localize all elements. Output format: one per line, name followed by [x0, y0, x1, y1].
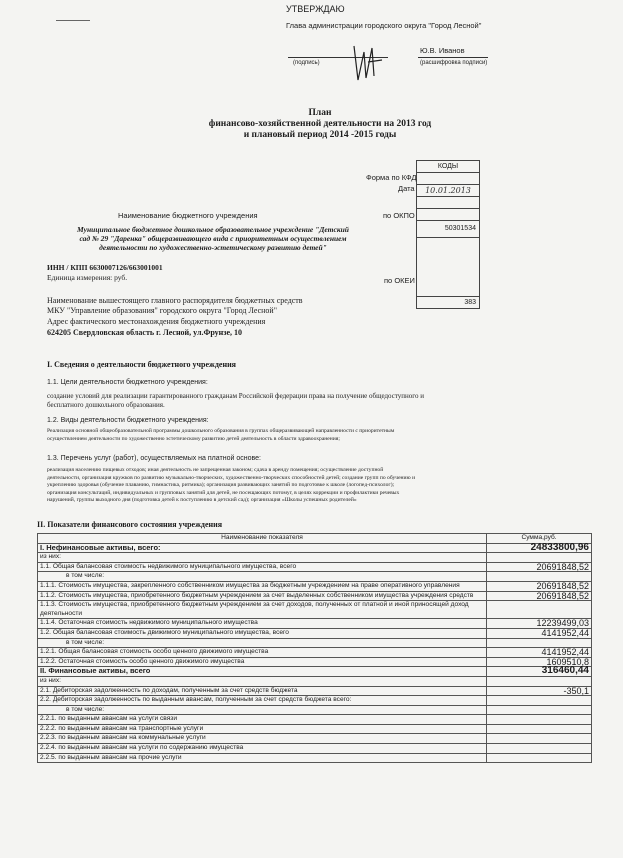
- codes-blank-2: [417, 209, 479, 221]
- table-row: [38, 591, 592, 601]
- col-sum-header: Сумма,руб.: [487, 534, 592, 544]
- table-row: [38, 696, 592, 706]
- approval-position: Глава администрации городского округа "Город Лесной": [286, 21, 482, 30]
- row-value: [487, 753, 592, 763]
- row-value: 4141952,44: [487, 628, 592, 638]
- row-value: [487, 676, 592, 686]
- date-label: Дата: [398, 184, 415, 193]
- table-row: [38, 553, 592, 563]
- codes-header: КОДЫ: [417, 161, 479, 173]
- row-value: [487, 601, 592, 619]
- institution-name-line-2: сад № 29 "Даренка" общеразвивающего вида с приоритетным осуществлением: [79, 234, 347, 243]
- row-name: I. Нефинансовые активы, всего:: [38, 543, 487, 553]
- row-value: [487, 724, 592, 734]
- table-row: [38, 753, 592, 763]
- row-value: 20691848,52: [487, 581, 592, 591]
- address: 624205 Свердловская область г. Лесной, ул.Фрунзе, 10: [47, 328, 243, 337]
- table-row: [38, 724, 592, 734]
- table-row: [38, 581, 592, 591]
- row-value: -350,1: [487, 686, 592, 696]
- name-caption: (расшифровка подписи): [420, 60, 488, 66]
- row-value: [487, 734, 592, 744]
- row-value: 12239499,03: [487, 619, 592, 629]
- table-row: [38, 715, 592, 725]
- p11-title: 1.1. Цели деятельности бюджетного учреждения:: [47, 379, 208, 386]
- row-name: в том числе:: [38, 572, 487, 582]
- row-name: 1.1.2. Стоимость имущества, приобретенного бюджетным учреждением за счет выделенных собственником имущества учреждения средств: [38, 591, 487, 601]
- row-value: [487, 553, 592, 563]
- okei-label: по ОКЕИ: [384, 276, 415, 285]
- row-value: [487, 705, 592, 715]
- codes-date-cell: 10.01.2013: [417, 185, 479, 197]
- table-row: [38, 686, 592, 696]
- row-name: из них:: [38, 676, 487, 686]
- row-name: 1.1.3. Стоимость имущества, приобретенного бюджетным учреждением за счет доходов, полученных от платной и иной приносящей доход деятельности: [38, 601, 487, 619]
- row-name: 1.1. Общая балансовая стоимость недвижимого муниципального имущества, всего: [38, 562, 487, 572]
- founder-label: Наименование вышестоящего главного распорядителя бюджетных средств: [47, 296, 303, 305]
- table-row: [38, 744, 592, 754]
- row-name: 1.2.2. Остаточная стоимость особо ценного движимого имущества: [38, 657, 487, 667]
- p12-text-line-1: Реализация основной общеобразовательной программы дошкольного образования в группах общеразвивающей направленности с приоритетным: [47, 428, 395, 434]
- p11-text-line-2: бесплатного дошкольного образования.: [47, 401, 165, 409]
- p13-text-line-3: укреплению здоровья (обучение плаванию, гимнастика, ритмика); организация развивающих занятий по подготовке к школе (логопед-психолог);: [47, 482, 395, 489]
- table-row: [38, 638, 592, 648]
- okpo-label: по ОКПО: [383, 211, 415, 220]
- col-name-header: Наименование показателя: [38, 534, 487, 544]
- institution-label: Наименование бюджетного учреждения: [118, 211, 258, 220]
- codes-okei-cell: 383: [464, 299, 476, 306]
- row-name: 2.2. Дебиторская задолженность по выданным авансам, полученным за счет средств бюджета всего:: [38, 696, 487, 706]
- p13-text-line-1: реализация населению пищевых отходов; иная деятельность не запрещенная законом; сдача в аренду помещения; осуществление доступной: [47, 467, 384, 473]
- row-name: 2.1. Дебиторская задолженность по доходам, полученным за счет средств бюджета: [38, 686, 487, 696]
- table-row: [38, 676, 592, 686]
- financial-table-body: [38, 543, 592, 763]
- doc-title: [120, 108, 520, 141]
- row-value: 4141952,44: [487, 648, 592, 658]
- signer-name: Ю.В. Иванов: [420, 46, 465, 55]
- row-value: [487, 715, 592, 725]
- section1-title: I. Сведения о деятельности бюджетного учреждения: [47, 360, 237, 369]
- row-name: в том числе:: [38, 638, 487, 648]
- p13-text-line-4: организация консультаций, индивидуальных и групповых занятий для детей, не посещающих потомуг, в целях коррекции и профилактики речевых: [47, 489, 400, 496]
- financial-table: [37, 533, 592, 763]
- table-row: [38, 572, 592, 582]
- handwritten-signature: [348, 42, 388, 82]
- row-name: из них:: [38, 553, 487, 563]
- founder-name: МКУ "Управление образования" городского округа "Город Лесной": [47, 306, 277, 315]
- section2-title: II. Показатели финансового состояния учреждения: [37, 520, 223, 529]
- row-name: 1.1.4. Остаточная стоимость недвижимого муниципального имущества: [38, 619, 487, 629]
- p13-text-line-2: деятельности, организация кружков по развитию музыкально-творческих, художественно-творческих способностей детей; создание групп по обучению и: [47, 474, 416, 481]
- row-value: [487, 744, 592, 754]
- p12-text-line-2: осуществлением деятельности по художественно эстетическому развитию детей деятельность в области здравоохранения;: [47, 435, 340, 442]
- p11-text: [47, 392, 424, 410]
- inn-kpp: ИНН / КПП 6630007126/663001001: [47, 263, 163, 272]
- row-name: 1.2.1. Общая балансовая стоимость особо ценного движимого имущества: [38, 648, 487, 658]
- institution-name-line-3: деятельности по художественно-эстетическому развитию детей": [99, 243, 327, 252]
- signature-caption: (подпись): [293, 60, 320, 66]
- row-name: 2.2.3. по выданным авансам на коммунальные услуги: [38, 734, 487, 744]
- table-row: [38, 619, 592, 629]
- table-row: [38, 705, 592, 715]
- table-row: [38, 543, 592, 553]
- row-value: 316460,44: [487, 667, 592, 677]
- row-name: II. Финансовые активы, всего: [38, 667, 487, 677]
- row-value: 1609510,8: [487, 657, 592, 667]
- row-name: 2.2.1. по выданным авансам на услуги связи: [38, 715, 487, 725]
- codes-blank-1: [417, 197, 479, 209]
- title-line-1: План: [308, 108, 332, 118]
- codes-kfd-cell: [417, 173, 479, 185]
- row-name: 2.2.2. по выданным авансам на транспортные услуги: [38, 724, 487, 734]
- row-name: 2.2.5. по выданным авансам на прочие услуги: [38, 753, 487, 763]
- table-row: [38, 562, 592, 572]
- institution-name: [48, 225, 378, 252]
- p12-title: 1.2. Виды деятельности бюджетного учреждения:: [47, 417, 209, 424]
- row-name: 2.2.4. по выданным авансам на услуги по содержанию имущества: [38, 744, 487, 754]
- row-name: в том числе:: [38, 705, 487, 715]
- p13-text-line-5: нарушений, группы выходного дня (подготовка детей к поступлению в детский сад); организация «Школы успешных родителей»: [47, 497, 357, 504]
- kfd-label: Форма по КФД: [366, 173, 417, 182]
- title-line-2: финансово-хозяйственной деятельности на 2013 год: [208, 119, 432, 129]
- institution-name-line-1: Муниципальное бюджетное дошкольное образовательное учреждение "Детский: [77, 225, 349, 234]
- table-header-row: [38, 534, 592, 544]
- p11-text-line-1: создание условий для реализации гарантированного гражданам Российской федерации права на получение общедоступного и: [47, 392, 424, 400]
- address-label: Адрес фактического местонахождения бюджетного учреждения: [47, 317, 266, 326]
- codes-box: [416, 160, 480, 309]
- table-row: [38, 628, 592, 638]
- p13-text: [47, 467, 415, 505]
- table-row: [38, 734, 592, 744]
- p13-title: 1.3. Перечень услуг (работ), осуществляемых на платной основе:: [47, 455, 261, 462]
- row-name: 1.2. Общая балансовая стоимость движимого муниципального имущества, всего: [38, 628, 487, 638]
- p12-text: [47, 428, 394, 443]
- approval-heading: УТВЕРЖДАЮ: [286, 4, 345, 14]
- row-value: 20691848,52: [487, 591, 592, 601]
- table-row: [38, 601, 592, 619]
- row-value: [487, 696, 592, 706]
- row-value: 24833800,96: [487, 543, 592, 553]
- pen-mark: [56, 20, 90, 21]
- unit: Единица измерения: руб.: [47, 273, 128, 282]
- name-line: [418, 57, 488, 58]
- row-value: 20691848,52: [487, 562, 592, 572]
- table-row: [38, 667, 592, 677]
- row-name: 1.1.1. Стоимость имущества, закрепленного собственником имущества за бюджетным учреждением на праве оперативного управления: [38, 581, 487, 591]
- table-row: [38, 648, 592, 658]
- codes-blank-3: [417, 238, 479, 297]
- title-line-3: и плановый период 2014 -2015 годы: [243, 130, 397, 140]
- codes-okpo-cell: 50301534: [417, 221, 479, 238]
